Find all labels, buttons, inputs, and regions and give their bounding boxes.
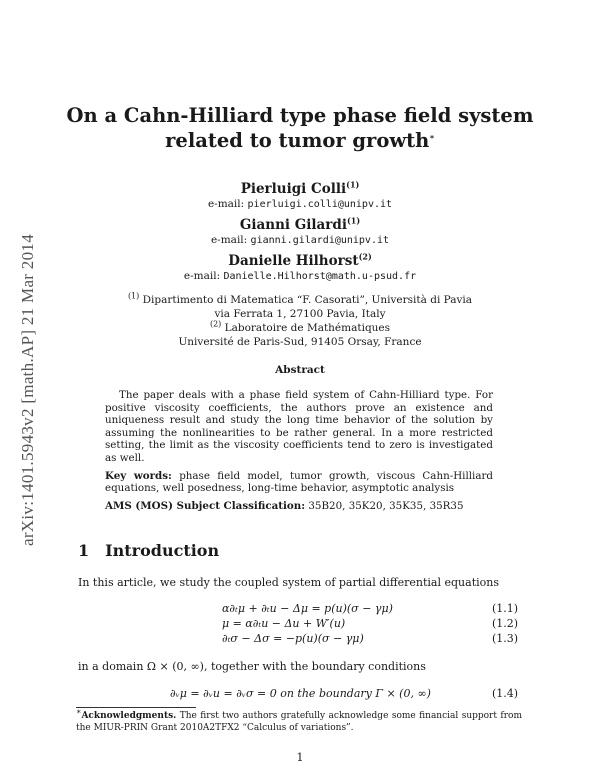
title-footnote-mark: ∗ bbox=[429, 131, 435, 142]
author-name-3: Danielle Hilhorst$^{(2)}$ bbox=[228, 251, 372, 269]
intro-paragraph: In this article, we study the coupled system of partial differential equations bbox=[78, 576, 499, 589]
author-email-2: e-mail: gianni.gilardi@unipv.it bbox=[210, 234, 390, 246]
email-address: pierluigi.colli@unipv.it bbox=[247, 199, 393, 210]
abstract-heading: Abstract bbox=[275, 364, 325, 376]
title-line-1: On a Cahn-Hilliard type phase field system bbox=[66, 104, 534, 127]
abstract-body bbox=[105, 389, 493, 512]
section-heading: 1 Introduction bbox=[78, 541, 220, 560]
author-name-2: Gianni Gilardi$^{(1)}$ bbox=[239, 215, 361, 233]
equation-block bbox=[0, 602, 600, 647]
email-address: gianni.gilardi@unipv.it bbox=[250, 235, 390, 246]
equation-1-4: ∂ᵥμ = ∂ᵥu = ∂ᵥσ = 0 on the boundary Γ × (0, ∞) (1.4) bbox=[170, 687, 519, 700]
keywords: Key words: phase field model, tumor growth, viscous Cahn-Hilliard equations, well posedness, long-time behavior, asymptotic analysis bbox=[105, 469, 493, 495]
author-email-1: e-mail: pierluigi.colli@unipv.it bbox=[207, 198, 393, 210]
email-address: Danielle.Hilhorst@math.u-psud.fr bbox=[223, 271, 417, 282]
domain-paragraph: in a domain Ω × (0, ∞), together with the boundary conditions bbox=[78, 660, 426, 673]
title-line-2: related to tumor growth∗ bbox=[165, 129, 435, 152]
page-number: 1 bbox=[296, 751, 304, 764]
footnote: ∗Acknowledgments. The first two authors gratefully acknowledge some financial support from the MIUR-PRIN Grant 2010A2TFX2 “Calculus of variations”. bbox=[76, 707, 522, 733]
arxiv-stamp-text: arXiv:1401.5943v2 [math.AP] 21 Mar 2014 bbox=[18, 234, 37, 546]
footnote-rule bbox=[76, 707, 196, 708]
equation-1-3: ∂ₜσ − Δσ = −p(u)(σ − γμ) (1.3) bbox=[222, 632, 519, 645]
ams-classification: AMS (MOS) Subject Classification: 35B20, 35K20, 35K35, 35R35 bbox=[105, 499, 464, 512]
author-name-1: Pierluigi Colli$^{(1)}$ bbox=[240, 179, 360, 197]
equation-1-2: μ = α∂ₜu − Δu + W′(u) (1.2) bbox=[222, 617, 519, 630]
abstract-text: The paper deals with a phase field system of Cahn-Hilliard type. For positive viscosity coefficients, the authors prove an existence and uniqueness result and study the long time behavior of the solution by assuming the nonlinearities to be rather general. In a more restricted setting, the limit as the viscosity coefficients tend to zero is investigated as well. bbox=[105, 389, 493, 464]
paper-title bbox=[0, 103, 600, 153]
author-email-3: e-mail: Danielle.Hilhorst@math.u-psud.fr bbox=[183, 270, 417, 282]
equation-1-1: α∂ₜμ + ∂ₜu − Δμ = p(u)(σ − γμ) (1.1) bbox=[222, 602, 519, 615]
affiliations: $^{(1)}$ Dipartimento di Matematica “F. Casorati”, Università di Pavia via Ferrata 1, 27100 Pavia, Italy $^{(2)}$ Laboratoire de Mathématiques Université de Paris-Sud, 91405 Orsay, France bbox=[127, 291, 473, 348]
